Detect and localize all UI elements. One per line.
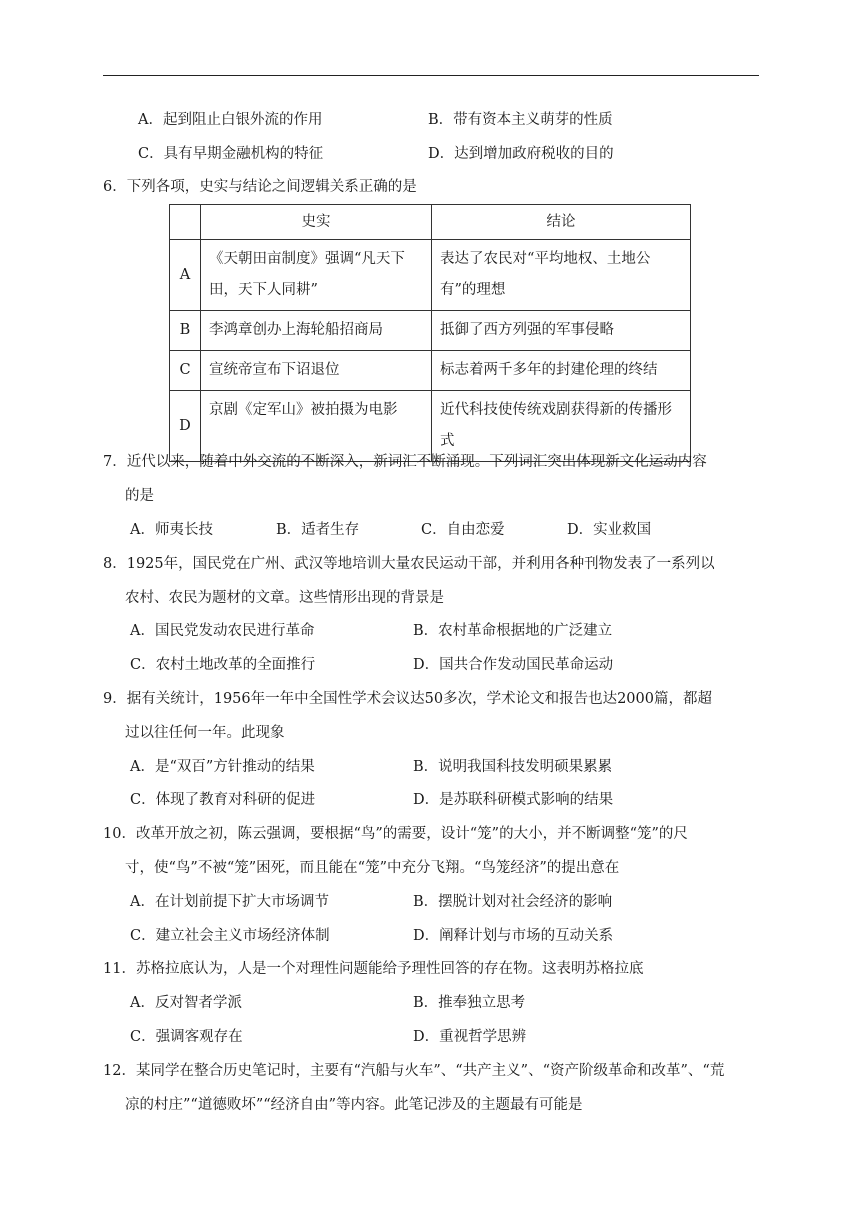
table-row (170, 391, 691, 462)
q5-option-c: C．具有早期金融机构的特征 (138, 146, 324, 162)
q10-option-b: B．摆脱计划对社会经济的影响 (413, 894, 613, 910)
q7-stem-line1: 7．近代以来，随着中外交流的不断深入，新词汇不断涌现。下列词汇突出体现新文化运动内容 (103, 454, 707, 470)
q10-stem-line1: 10．改革开放之初，陈云强调，要根据“鸟”的需要，设计“笼”的大小，并不断调整“笼”的尺 (103, 826, 688, 842)
q10-option-d: D．阐释计划与市场的互动关系 (413, 928, 614, 944)
q11-option-b: B．推奉独立思考 (413, 995, 526, 1011)
q9-option-b: B．说明我国科技发明硕果累累 (413, 759, 613, 775)
q7-option-b: B．适者生存 (276, 522, 360, 538)
table-row (170, 311, 691, 351)
row-fact: 京剧《定军山》被拍摄为电影 (201, 391, 432, 462)
row-key: D (170, 391, 201, 462)
row-conclusion: 近代科技使传统戏剧获得新的传播形式 (432, 391, 691, 462)
row-key: B (170, 311, 201, 351)
q9-option-c: C．体现了教育对科研的促进 (130, 792, 316, 808)
q7-option-d: D．实业救国 (567, 522, 652, 538)
q5-option-d: D．达到增加政府税收的目的 (428, 146, 614, 162)
row-key: A (170, 240, 201, 311)
table-row (170, 351, 691, 391)
q12-stem-line1: 12．某同学在整合历史笔记时，主要有“汽船与火车”、“共产主义”、“资产阶级革命和改革”、“荒 (103, 1063, 725, 1079)
q9-stem-line2: 过以往任何一年。此现象 (125, 725, 285, 741)
row-conclusion: 表达了农民对“平均地权、土地公有”的理想 (432, 240, 691, 311)
q10-option-c: C．建立社会主义市场经济体制 (130, 928, 330, 944)
q6-stem: 6．下列各项，史实与结论之间逻辑关系正确的是 (103, 179, 417, 195)
q7-option-a: A．师夷长技 (130, 522, 213, 538)
q5-option-a: A．起到阻止白银外流的作用 (138, 112, 323, 128)
q11-option-c: C．强调客观存在 (130, 1029, 243, 1045)
q7-option-c: C．自由恋爱 (421, 522, 505, 538)
q11-option-d: D．重视哲学思辨 (413, 1029, 527, 1045)
table-row (170, 240, 691, 311)
q8-option-a: A．国民党发动农民进行革命 (130, 623, 315, 639)
q8-option-c: C．农村土地改革的全面推行 (130, 657, 316, 673)
row-key: C (170, 351, 201, 391)
q6-table (169, 204, 691, 462)
q9-option-d: D．是苏联科研模式影响的结果 (413, 792, 614, 808)
row-fact: 李鸿章创办上海轮船招商局 (201, 311, 432, 351)
header-fact: 史实 (201, 205, 432, 240)
row-conclusion: 抵御了西方列强的军事侵略 (432, 311, 691, 351)
q8-option-b: B．农村革命根据地的广泛建立 (413, 623, 613, 639)
table-header-row (170, 205, 691, 240)
q8-option-d: D．国共合作发动国民革命运动 (413, 657, 614, 673)
row-conclusion: 标志着两千多年的封建伦理的终结 (432, 351, 691, 391)
q10-option-a: A．在计划前提下扩大市场调节 (130, 894, 329, 910)
header-conclusion: 结论 (432, 205, 691, 240)
q7-stem-line2: 的是 (125, 488, 154, 504)
q11-option-a: A．反对智者学派 (130, 995, 242, 1011)
q12-stem-line2: 凉的村庄”“道德败坏”“经济自由”等内容。此笔记涉及的主题最有可能是 (125, 1097, 583, 1113)
q8-stem-line1: 8．1925年，国民党在广州、武汉等地培训大量农民运动干部，并利用各种刊物发表了一系列以 (103, 556, 715, 572)
row-fact: 《天朝田亩制度》强调“凡天下田，天下人同耕” (201, 240, 432, 311)
q10-stem-line2: 寸，使“鸟”不被“笼”困死，而且能在“笼”中充分飞翔。“鸟笼经济”的提出意在 (125, 860, 620, 876)
row-fact: 宣统帝宣布下诏退位 (201, 351, 432, 391)
q9-stem-line1: 9．据有关统计，1956年一年中全国性学术会议达50多次，学术论文和报告也达2000篇，都超 (103, 691, 712, 707)
table-corner-cell (170, 205, 201, 240)
q5-option-b: B．带有资本主义萌芽的性质 (428, 112, 613, 128)
q9-option-a: A．是“双百”方针推动的结果 (130, 759, 315, 775)
header-rule (103, 75, 759, 76)
q11-stem: 11．苏格拉底认为，人是一个对理性问题能给予理性回答的存在物。这表明苏格拉底 (103, 961, 644, 977)
q8-stem-line2: 农村、农民为题材的文章。这些情形出现的背景是 (125, 590, 444, 606)
